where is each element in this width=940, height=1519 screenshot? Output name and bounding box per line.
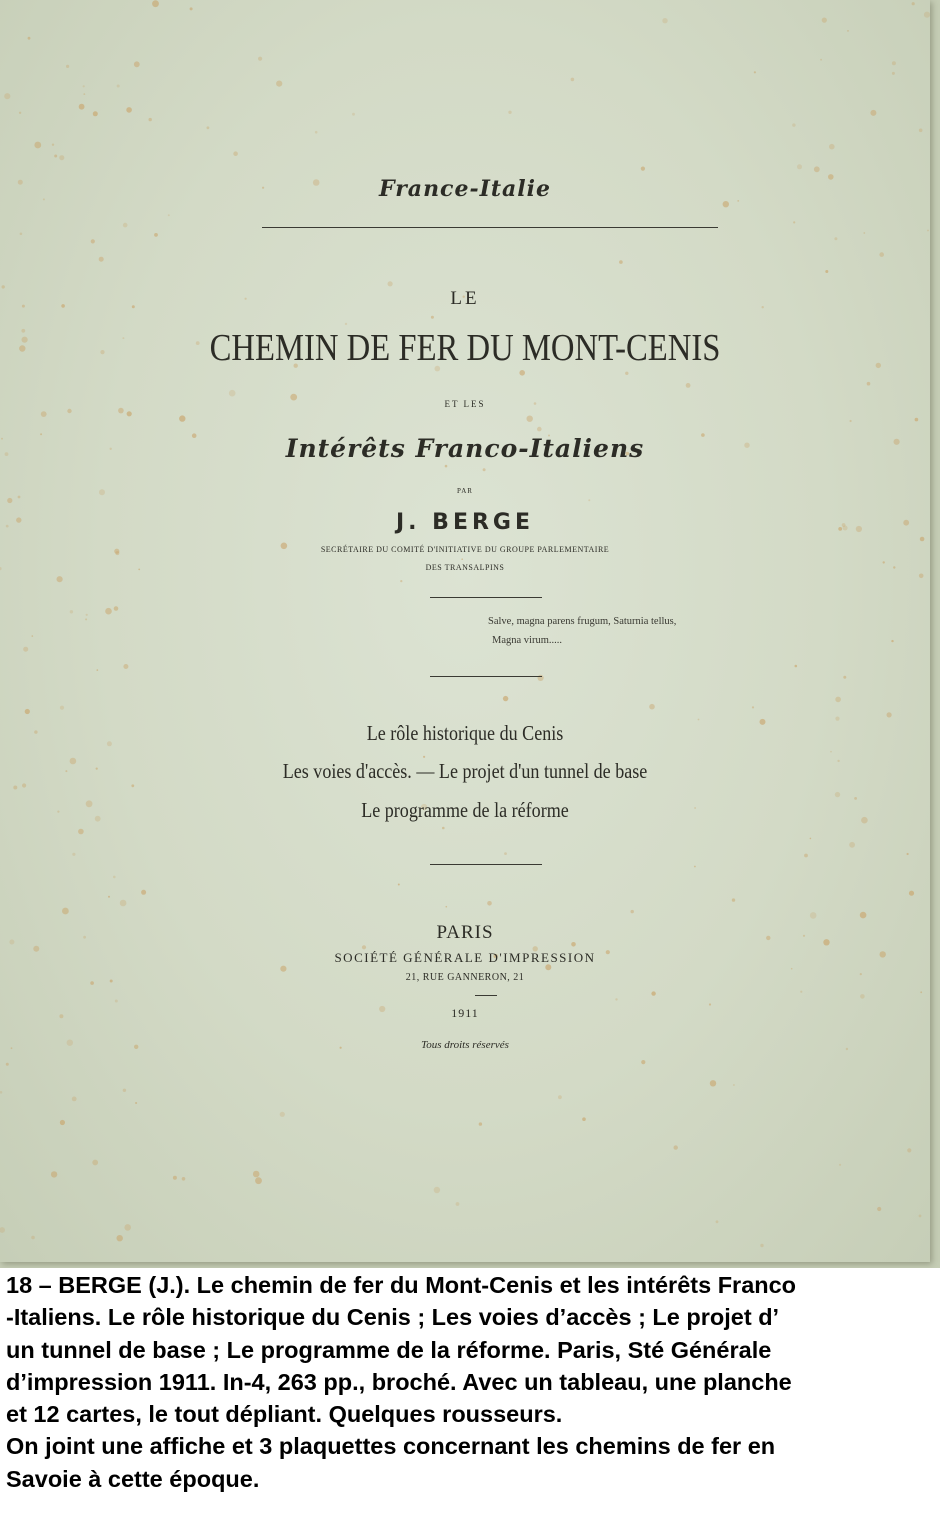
foxing-spot xyxy=(135,1102,137,1104)
foxing-spot xyxy=(662,18,667,23)
foxing-spot xyxy=(258,57,262,61)
foxing-spot xyxy=(253,1171,260,1178)
foxing-spot xyxy=(850,420,852,422)
foxing-spot xyxy=(800,991,802,993)
author-role-line2: DES TRANSALPINS xyxy=(425,563,505,572)
foxing-spot xyxy=(891,640,893,642)
foxing-spot xyxy=(78,829,84,835)
foxing-spot xyxy=(126,107,132,113)
foxing-spot xyxy=(504,852,507,855)
foxing-spot xyxy=(537,427,542,432)
foxing-spot xyxy=(23,647,28,652)
foxing-spot xyxy=(760,1244,763,1247)
title-conjunction: ET LES xyxy=(444,399,486,409)
foxing-spot xyxy=(461,558,463,560)
foxing-spot xyxy=(91,239,95,243)
foxing-spot xyxy=(117,85,120,88)
foxing-spot xyxy=(124,1224,131,1231)
foxing-spot xyxy=(732,898,735,901)
series-title: France-Italie xyxy=(378,176,552,202)
foxing-spot xyxy=(179,415,185,421)
foxing-spot xyxy=(830,751,832,753)
foxing-spot xyxy=(134,61,140,67)
foxing-spot xyxy=(615,998,617,1000)
foxing-spot xyxy=(352,113,355,116)
divider-2 xyxy=(430,676,542,677)
foxing-spot xyxy=(57,576,63,582)
foxing-spot xyxy=(85,618,87,620)
foxing-spot xyxy=(168,214,170,216)
foxing-spot xyxy=(814,166,820,172)
foxing-spot xyxy=(113,876,116,879)
foxing-spot xyxy=(117,1235,123,1241)
foxing-spot xyxy=(4,93,10,99)
foxing-spot xyxy=(919,574,924,579)
par-label: PAR xyxy=(457,487,473,495)
foxing-spot xyxy=(825,270,828,273)
foxing-spot xyxy=(92,1160,98,1166)
foxing-spot xyxy=(843,676,846,679)
foxing-spot xyxy=(919,129,923,133)
foxing-spot xyxy=(919,1215,922,1218)
foxing-spot xyxy=(93,111,98,116)
foxing-spot xyxy=(829,144,835,150)
foxing-spot xyxy=(207,126,210,129)
foxing-spot xyxy=(860,912,867,919)
foxing-spot xyxy=(60,706,64,710)
foxing-spot xyxy=(793,221,795,223)
foxing-spot xyxy=(686,383,691,388)
foxing-spot xyxy=(863,232,865,234)
lot-description: 18 – BERGE (J.). Le chemin de fer du Mont-Cenis et les intérêts Franco -Italiens. Le rôle historique du Cenis ; Les voies d’accès ; Le projet d’ un tunnel de base ; Le programme de la réforme. Paris, Sté Générale d’impression 1911. In-4, 263 pp., broché. Avec un tableau, une planche et 12 cartes, le tout dépliant. Quelques rousseurs. On joint une affiche et 3 plaquettes concernant les chemins de fer en Savoie à cette époque. xyxy=(6,1272,797,1492)
foxing-spot xyxy=(22,337,28,343)
foxing-spot xyxy=(149,118,152,121)
foxing-spot xyxy=(754,71,756,73)
foxing-spot xyxy=(123,1089,126,1092)
foxing-spot xyxy=(446,906,448,908)
foxing-spot xyxy=(54,155,57,158)
foxing-spot xyxy=(588,499,590,501)
foxing-spot xyxy=(527,416,533,422)
foxing-spot xyxy=(487,901,492,906)
foxing-spot xyxy=(907,853,909,855)
book-title: CHEMIN DE FER DU MONT-CENIS xyxy=(209,327,721,369)
foxing-spot xyxy=(22,783,26,787)
foxing-spot xyxy=(6,1063,9,1066)
foxing-spot xyxy=(19,345,25,351)
contents-line-1: Le rôle historique du Cenis xyxy=(366,721,564,745)
foxing-spot xyxy=(867,382,871,386)
foxing-spot xyxy=(870,110,876,116)
foxing-spot xyxy=(625,372,628,375)
foxing-spot xyxy=(503,696,508,701)
foxing-spot xyxy=(849,842,855,848)
foxing-spot xyxy=(123,664,128,669)
foxing-spot xyxy=(649,704,655,710)
foxing-spot xyxy=(887,712,892,717)
foxing-spot xyxy=(21,329,25,333)
rights-notice: Tous droits réservés xyxy=(421,1039,509,1051)
foxing-spot xyxy=(795,665,798,668)
foxing-spot xyxy=(57,811,59,813)
foxing-spot xyxy=(114,606,119,611)
foxing-spot xyxy=(72,853,75,856)
foxing-spot xyxy=(83,85,85,87)
foxing-spot xyxy=(892,72,895,75)
foxing-spot xyxy=(99,257,104,262)
foxing-spot xyxy=(835,792,840,797)
foxing-spot xyxy=(479,1122,482,1125)
foxing-spot xyxy=(519,370,525,376)
foxing-spot xyxy=(280,1112,285,1117)
foxing-spot xyxy=(70,610,73,613)
foxing-spot xyxy=(835,697,841,703)
foxing-spot xyxy=(839,1164,841,1166)
foxing-spot xyxy=(710,1080,716,1086)
foxing-spot xyxy=(907,1148,911,1152)
epigraph-line1: Salve, magna parens frugum, Saturnia tellus, xyxy=(488,616,677,627)
foxing-spot xyxy=(398,884,400,886)
foxing-spot xyxy=(445,465,448,468)
foxing-spot xyxy=(120,900,127,907)
year-rule xyxy=(475,995,497,996)
foxing-spot xyxy=(920,537,925,542)
foxing-spot xyxy=(173,1176,177,1180)
foxing-spot xyxy=(631,910,634,913)
foxing-spot xyxy=(674,1145,678,1149)
foxing-spot xyxy=(131,784,134,787)
foxing-spot xyxy=(13,786,17,790)
foxing-spot xyxy=(83,93,85,95)
foxing-spot xyxy=(483,468,486,471)
foxing-spot xyxy=(909,891,914,896)
publisher-city: PARIS xyxy=(436,922,494,943)
foxing-spot xyxy=(60,1120,65,1125)
foxing-spot xyxy=(442,827,445,830)
foxing-spot xyxy=(876,363,881,368)
foxing-spot xyxy=(362,945,366,949)
foxing-spot xyxy=(31,1236,35,1240)
foxing-spot xyxy=(912,2,915,5)
foxing-spot xyxy=(694,866,696,868)
foxing-spot xyxy=(558,1095,562,1099)
foxing-spot xyxy=(431,316,434,319)
foxing-spot xyxy=(716,1220,719,1223)
contents-line-3: Le programme de la réforme xyxy=(361,798,569,822)
foxing-spot xyxy=(797,164,802,169)
foxing-spot xyxy=(0,1091,2,1094)
series-rule xyxy=(262,227,718,228)
foxing-spot xyxy=(822,18,827,23)
title-article: LE xyxy=(450,288,480,309)
foxing-spot xyxy=(28,37,31,40)
foxing-spot xyxy=(41,411,47,417)
foxing-spot xyxy=(571,78,575,82)
foxing-spot xyxy=(733,1084,735,1086)
foxing-spot xyxy=(229,390,236,397)
foxing-spot xyxy=(20,233,23,236)
foxing-spot xyxy=(34,730,37,733)
foxing-spot xyxy=(233,151,238,156)
foxing-spot xyxy=(877,1207,881,1211)
foxing-spot xyxy=(434,1187,440,1193)
foxing-spot xyxy=(508,111,511,114)
foxing-spot xyxy=(52,144,54,146)
foxing-spot xyxy=(820,59,822,61)
foxing-spot xyxy=(810,838,812,840)
foxing-spot xyxy=(651,991,655,995)
foxing-spot xyxy=(62,908,69,915)
foxing-spot xyxy=(79,104,85,110)
foxing-spot xyxy=(19,112,21,114)
foxing-spot xyxy=(641,1060,645,1064)
author-role-line1: SECRÉTAIRE DU COMITÉ D'INITIATIVE DU GROUPE PARLEMENTAIRE xyxy=(320,545,610,554)
foxing-spot xyxy=(752,706,754,708)
foxing-spot xyxy=(280,966,286,972)
foxing-spot xyxy=(641,167,645,171)
divider-3 xyxy=(430,864,542,865)
foxing-spot xyxy=(423,756,425,758)
foxing-spot xyxy=(388,281,393,286)
foxing-spot xyxy=(7,498,12,503)
book-subtitle: Intérêts Franco-Italiens xyxy=(285,434,645,463)
foxing-spot xyxy=(276,81,282,87)
foxing-spot xyxy=(152,0,159,7)
foxing-spot xyxy=(619,260,623,264)
foxing-spot xyxy=(892,61,896,65)
foxing-spot xyxy=(791,968,793,970)
foxing-spot xyxy=(18,496,21,499)
foxing-spot xyxy=(804,854,808,858)
foxing-spot xyxy=(190,7,193,10)
foxing-spot xyxy=(315,131,318,134)
foxing-spot xyxy=(34,142,41,149)
foxing-spot xyxy=(792,123,795,126)
foxing-spot xyxy=(927,230,929,232)
foxing-spot xyxy=(115,1000,118,1003)
foxing-spot xyxy=(66,65,69,68)
foxing-spot xyxy=(400,580,402,582)
foxing-spot xyxy=(141,890,146,895)
foxing-spot xyxy=(108,896,110,898)
foxing-spot xyxy=(25,709,30,714)
foxing-spot xyxy=(32,635,34,637)
foxing-spot xyxy=(834,237,837,240)
author-name: J. BERGE xyxy=(395,510,535,535)
epigraph-line2: Magna virum..... xyxy=(492,635,562,646)
foxing-spot xyxy=(345,323,347,325)
publisher-name: SOCIÉTÉ GÉNÉRALE D'IMPRESSION xyxy=(334,950,596,965)
foxing-spot xyxy=(255,1177,262,1184)
foxing-spot xyxy=(582,1117,586,1121)
contents-line-2: Les voies d'accès. — Le projet d'un tunnel de base xyxy=(282,759,648,783)
foxing-spot xyxy=(105,608,112,615)
foxing-spot xyxy=(59,155,64,160)
publisher-address: 21, RUE GANNERON, 21 xyxy=(405,972,525,983)
foxing-spot xyxy=(86,614,88,616)
foxing-spot xyxy=(920,991,922,993)
foxing-spot xyxy=(127,411,132,416)
foxing-spot xyxy=(879,252,884,257)
foxing-spot xyxy=(154,233,158,237)
foxing-spot xyxy=(456,1202,460,1206)
foxing-spot xyxy=(182,1177,186,1181)
foxing-spot xyxy=(123,223,128,228)
foxing-spot xyxy=(860,994,865,999)
publication-year: 1911 xyxy=(451,1006,479,1020)
foxing-spot xyxy=(847,30,849,32)
foxing-spot xyxy=(67,409,71,413)
foxing-spot xyxy=(924,12,930,18)
foxing-spot xyxy=(72,1097,77,1102)
foxing-spot xyxy=(0,1227,5,1233)
foxing-spot xyxy=(915,418,919,422)
foxing-spot xyxy=(97,669,99,671)
divider-1 xyxy=(430,597,542,598)
foxing-spot xyxy=(810,912,817,919)
foxing-spot xyxy=(51,1171,57,1177)
